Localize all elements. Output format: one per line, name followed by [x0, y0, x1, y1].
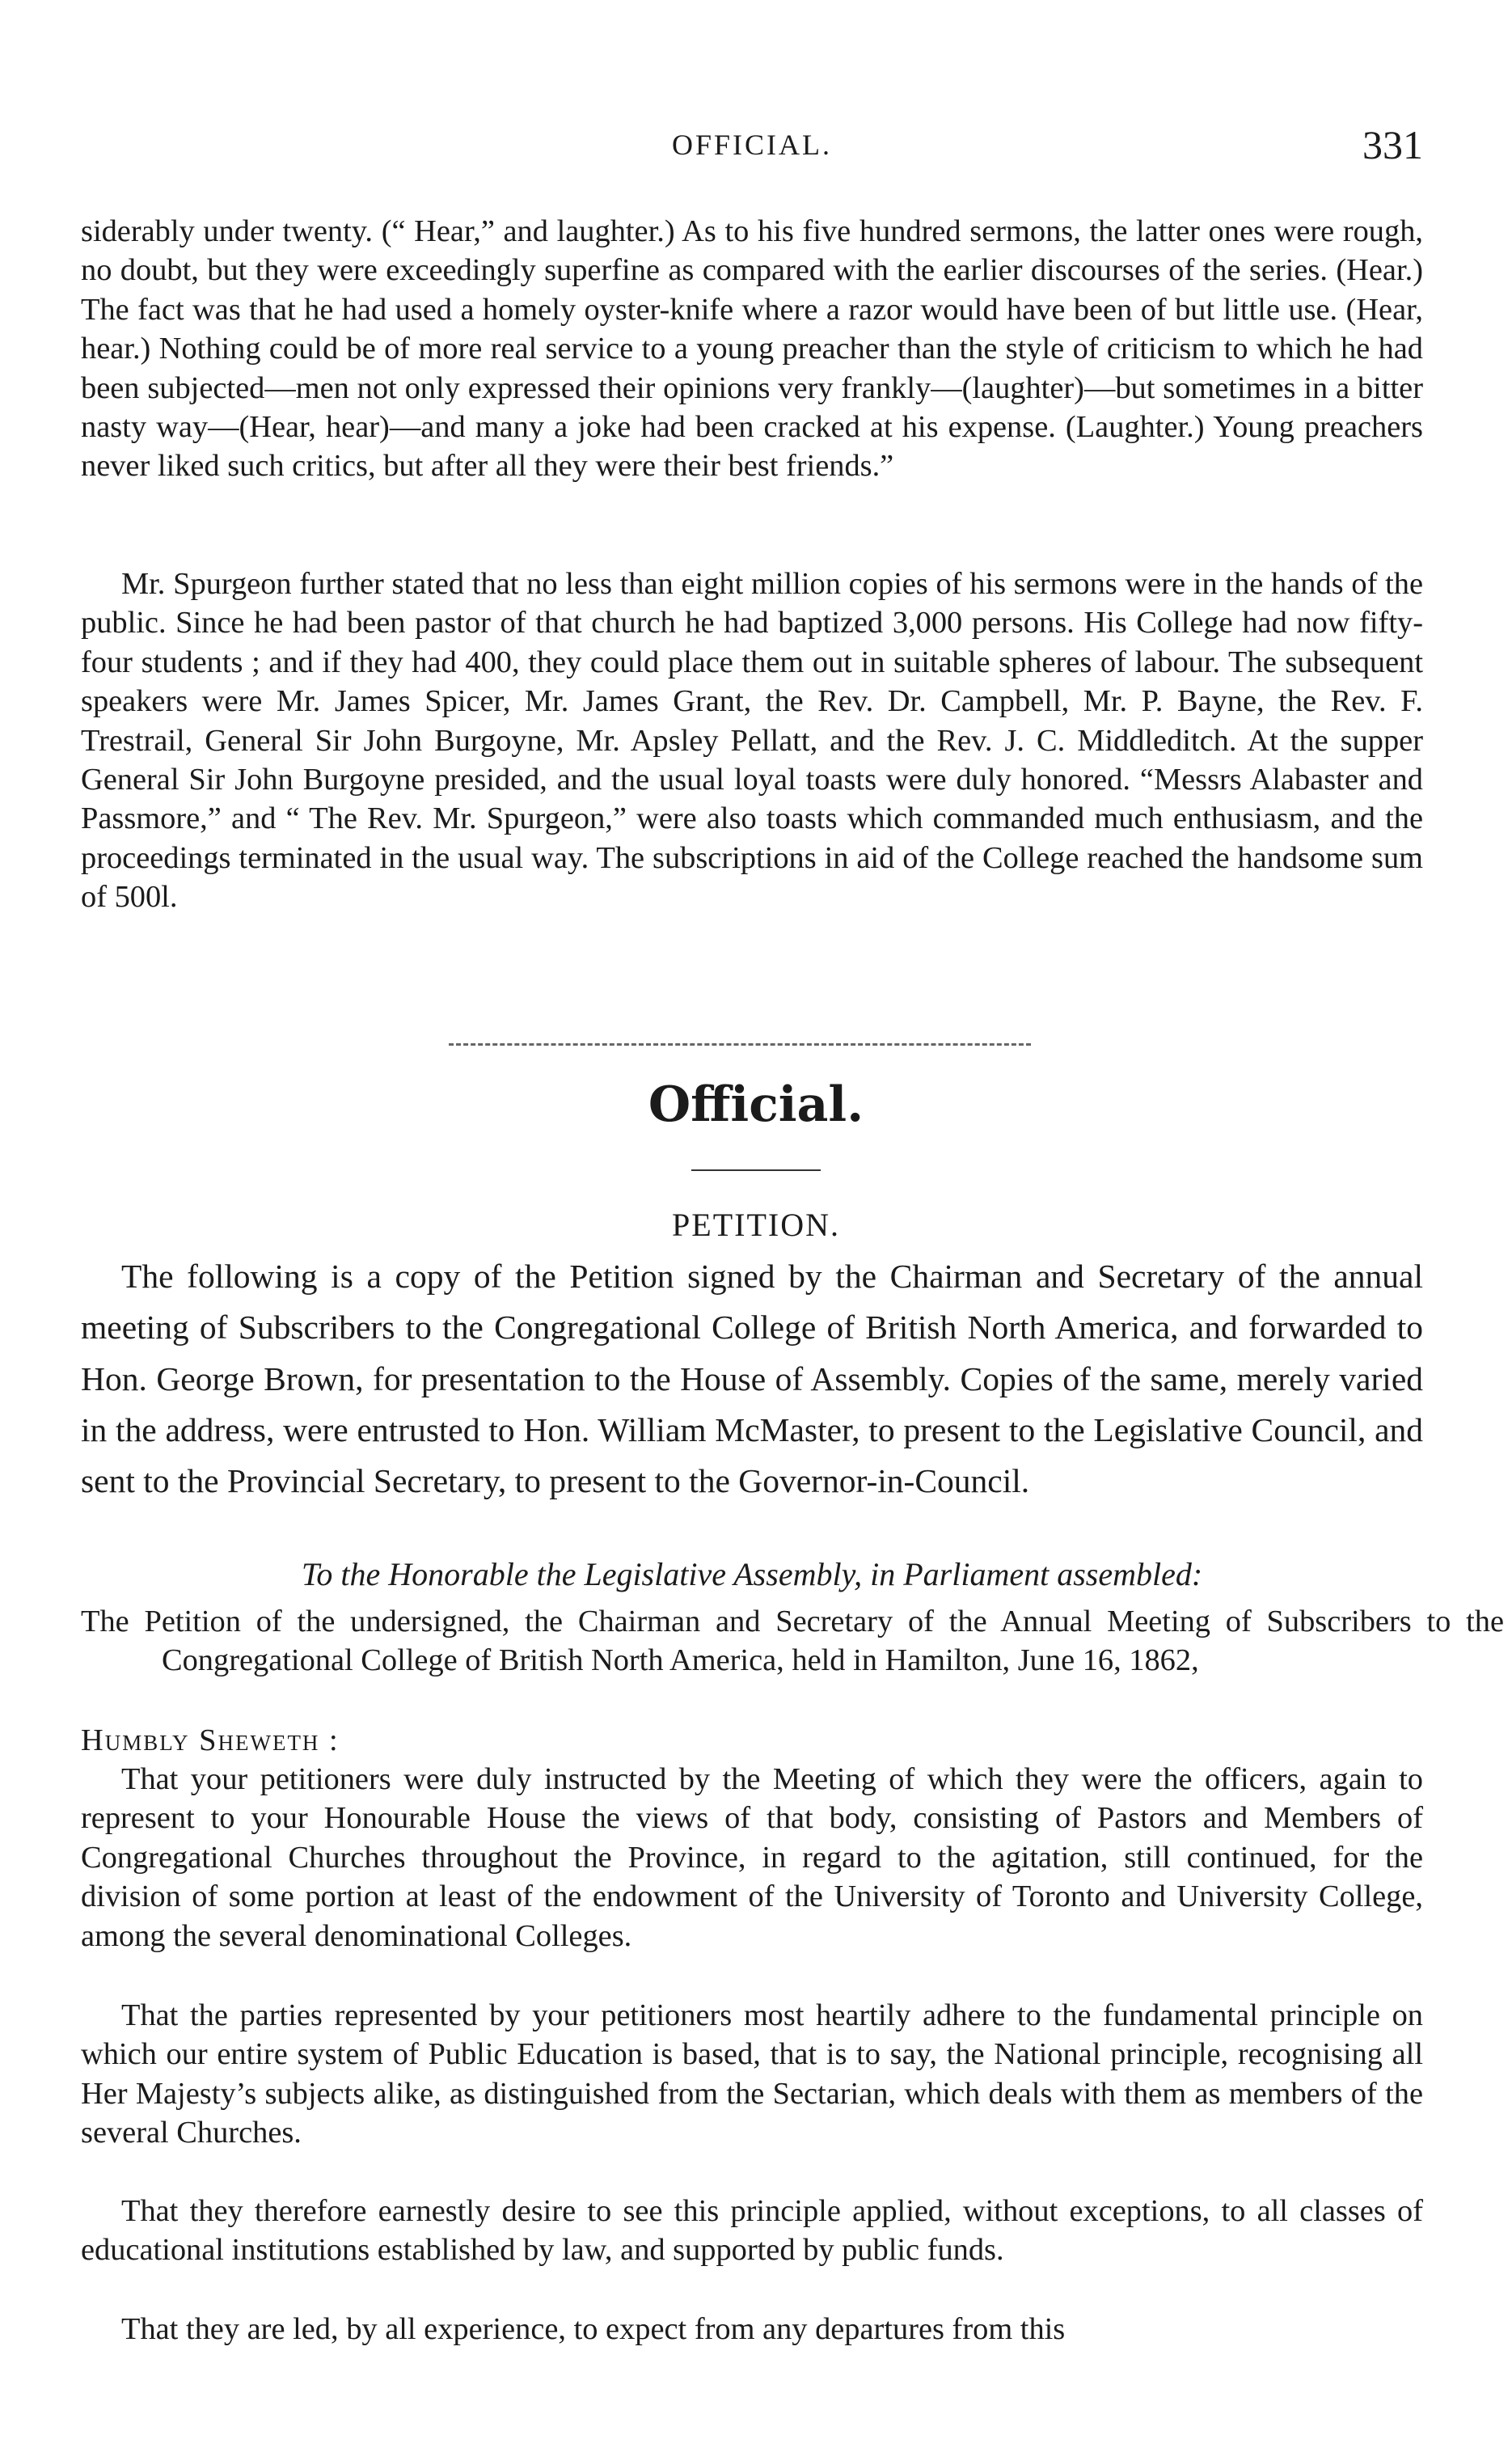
- heading-rule: [691, 1169, 821, 1171]
- petition-clause: That they therefore earnestly desire to see this principle applied, without exceptions, to all classes of educational institutions established by law, and supported by public funds.: [81, 2194, 1423, 2268]
- page-number: 331: [1362, 122, 1423, 167]
- petition-clause: That they are led, by all experience, to expect from any departures from this: [121, 2312, 1066, 2346]
- continuation-paragraph: siderably under twenty. (“ Hear,” and laughter.) As to his five hundred sermons, the latter ones were rough, no doubt, but they were exceedingly superfine as compared with the earlier discourses of the series. (Hear.) The fact was that he had used a homely oyster-knife where a razor would have been of but little use. (Hear, hear.) Nothing could be of more real service to a young preacher than the style of criticism to which he had been subjected—men not only expressed their opinions very frankly—(laughter)—but sometimes in a bitter nasty way—(Hear, hear)—and many a joke had been cracked at his expense. (Laughter.) Young preachers never liked such critics, but after all they were their best friends.”: [81, 214, 1423, 484]
- humbly-sheweth: Humbly Sheweth :: [81, 1723, 340, 1757]
- petition-intro: The following is a copy of the Petition signed by the Chairman and Secretary of the annual meeting of Subscribers to the Congregational College of British North America, and forwarded to Hon. George Brown, for presentation to the House of Assembly. Copies of the same, merely varied in the address, were entrusted to Hon. William McMaster, to present to the Legislative Council, and sent to the Provincial Secretary, to present to the Governor-in-Council.: [81, 1258, 1423, 1500]
- petition-preamble: The Petition of the undersigned, the Chairman and Secretary of the Annual Meeting of Subscribers to the Congregational College of British North America, held in Hamilton, June 16, 1862,: [81, 1605, 1504, 1678]
- section-heading: Official.: [648, 1076, 864, 1133]
- section-divider: [449, 1043, 1031, 1046]
- petition-heading: PETITION.: [672, 1207, 840, 1243]
- petition-clause: That the parties represented by your petitioners most heartily adhere to the fundamental principle on which our entire system of Public Education is based, that is to say, the National principle, recognising all Her Majesty’s subjects alike, as distinguished from the Sectarian, which deals with them as members of the several Churches.: [81, 1998, 1423, 2150]
- continuation-paragraph: Mr. Spurgeon further stated that no less than eight million copies of his sermons were in the hands of the public. Since he had been pastor of that church he had baptized 3,000 persons. His College had now fifty-four students ; and if they had 400, they could place them out in suitable spheres of labour. The subsequent speakers were Mr. James Spicer, Mr. James Grant, the Rev. Dr. Campbell, Mr. P. Bayne, the Rev. F. Trestrail, General Sir John Burgoyne, Mr. Apsley Pellatt, and the Rev. J. C. Middleditch. At the supper General Sir John Burgoyne presided, and the usual loyal toasts were duly honored. “Messrs Alabaster and Passmore,” and “ The Rev. Mr. Spurgeon,” were also toasts which commanded much enthusiasm, and the proceedings terminated in the usual way. The subscriptions in aid of the College reached the handsome sum of 500l.: [81, 567, 1423, 915]
- petition-clause: That your petitioners were duly instructed by the Meeting of which they were the officers, again to represent to your Honourable House the views of that body, consisting of Pastors and Members of Congregational Churches throughout the Province, in regard to the agitation, still continued, for the division of some portion at least of the endowment of the University of Toronto and University College, among the several denominational Colleges.: [81, 1762, 1423, 1953]
- petition-address: To the Honorable the Legislative Assembly, in Parliament assembled:: [301, 1556, 1203, 1592]
- running-title: OFFICIAL.: [671, 129, 833, 161]
- running-head: [81, 121, 1423, 170]
